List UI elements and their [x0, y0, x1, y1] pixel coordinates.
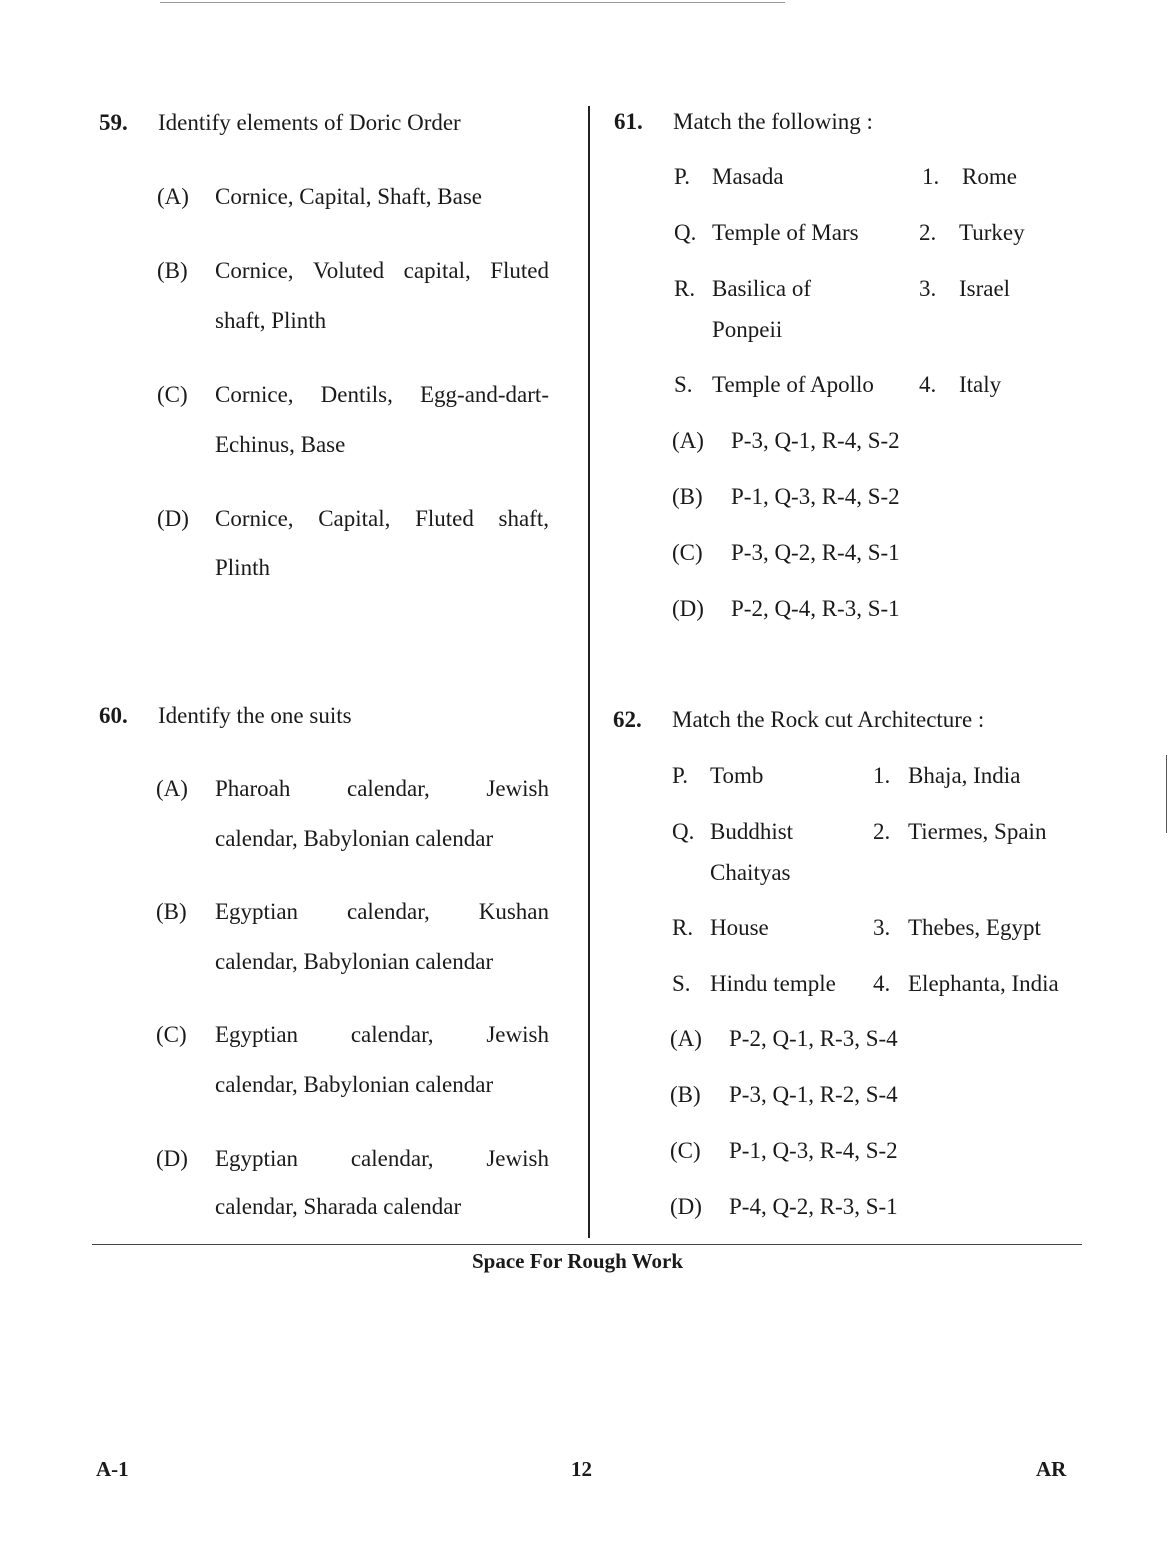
- option-text-line: Pharoah calendar, Jewish: [215, 776, 549, 801]
- option-text: P-1, Q-3, R-4, S-2: [731, 484, 900, 509]
- match-key: P.: [674, 164, 690, 189]
- match-item: Tomb: [710, 763, 764, 788]
- match-key: 3.: [919, 276, 937, 301]
- match-key: 4.: [919, 372, 937, 397]
- option-label: (D): [156, 1146, 188, 1171]
- option-label: (A): [670, 1026, 702, 1051]
- subject-code: AR: [1036, 1457, 1067, 1481]
- footer-code: A-1: [96, 1457, 129, 1481]
- question-number: 61.: [614, 109, 643, 134]
- option-label: (A): [672, 428, 704, 453]
- question-text: Match the Rock cut Architecture :: [672, 707, 985, 732]
- option-text: shaft, Plinth: [215, 308, 327, 333]
- option-text-line: Cornice, Capital, Fluted shaft,: [215, 506, 549, 531]
- top-rule: [160, 2, 785, 3]
- match-item: Temple of Apollo: [712, 372, 874, 397]
- match-item: Israel: [959, 276, 1011, 301]
- option-label: (C): [156, 1022, 187, 1047]
- match-item: Italy: [959, 372, 1002, 397]
- question-text: Identify elements of Doric Order: [158, 110, 461, 135]
- option-label: (B): [156, 899, 187, 924]
- page-number: 12: [571, 1457, 592, 1481]
- option-text: P-3, Q-1, R-4, S-2: [731, 428, 900, 453]
- option-text: P-2, Q-1, R-3, S-4: [729, 1026, 898, 1051]
- option-text: calendar, Babylonian calendar: [215, 1072, 494, 1097]
- option-text: Plinth: [215, 555, 270, 580]
- option-label: (D): [670, 1194, 702, 1219]
- match-item: Elephanta, India: [908, 971, 1059, 996]
- question-number: 60.: [99, 703, 128, 728]
- option-text-line: Cornice, Dentils, Egg-and-dart-: [215, 382, 549, 407]
- option-text: calendar, Babylonian calendar: [215, 826, 494, 851]
- match-key: Q.: [674, 220, 697, 245]
- match-item: Rome: [962, 164, 1017, 189]
- match-item: Masada: [712, 164, 784, 189]
- match-item: Hindu temple: [710, 971, 836, 996]
- option-label: (C): [670, 1138, 701, 1163]
- match-key: R.: [672, 915, 694, 940]
- option-label: (A): [156, 776, 188, 801]
- option-text: P-4, Q-2, R-3, S-1: [729, 1194, 898, 1219]
- option-text: Cornice, Capital, Shaft, Base: [215, 184, 482, 209]
- match-item: Chaityas: [710, 860, 791, 885]
- option-text-line: Egyptian calendar, Kushan: [215, 899, 549, 924]
- match-key: 1.: [873, 763, 891, 788]
- match-item: Thebes, Egypt: [908, 915, 1041, 940]
- option-label: (B): [672, 484, 703, 509]
- match-key: 4.: [873, 971, 891, 996]
- option-text: calendar, Babylonian calendar: [215, 949, 494, 974]
- question-number: 62.: [613, 707, 642, 732]
- question-number: 59.: [99, 110, 128, 135]
- match-item: House: [710, 915, 769, 940]
- match-item: Tiermes, Spain: [908, 819, 1047, 844]
- match-key: Q.: [672, 819, 695, 844]
- column-divider: [588, 106, 590, 1238]
- option-label: (B): [670, 1082, 701, 1107]
- question-text: Identify the one suits: [158, 703, 352, 728]
- rough-work-rule: [92, 1244, 1082, 1245]
- option-label: (C): [157, 382, 188, 407]
- option-text-line: Egyptian calendar, Jewish: [215, 1022, 549, 1047]
- match-item: Buddhist: [710, 819, 794, 844]
- option-label: (D): [157, 506, 189, 531]
- option-text-line: Cornice, Voluted capital, Fluted: [215, 258, 549, 283]
- option-text: P-1, Q-3, R-4, S-2: [729, 1138, 898, 1163]
- match-item: Temple of Mars: [712, 220, 859, 245]
- option-label: (A): [157, 184, 189, 209]
- rough-work-heading: Space For Rough Work: [472, 1249, 684, 1273]
- option-text: P-2, Q-4, R-3, S-1: [731, 596, 900, 621]
- match-key: 3.: [873, 915, 891, 940]
- match-key: S.: [674, 372, 693, 397]
- match-item: Bhaja, India: [908, 763, 1021, 788]
- match-item: Ponpeii: [712, 317, 783, 342]
- match-key: 2.: [919, 220, 937, 245]
- edge-mark: [1166, 755, 1167, 833]
- match-item: Basilica of: [712, 276, 811, 301]
- question-text: Match the following :: [673, 109, 873, 134]
- option-label: (C): [672, 540, 703, 565]
- option-text: calendar, Sharada calendar: [215, 1194, 462, 1219]
- match-key: R.: [674, 276, 696, 301]
- option-text: P-3, Q-1, R-2, S-4: [729, 1082, 898, 1107]
- match-key: P.: [672, 763, 688, 788]
- match-key: S.: [672, 971, 691, 996]
- option-label: (B): [157, 258, 188, 283]
- option-text: P-3, Q-2, R-4, S-1: [731, 540, 900, 565]
- match-key: 1.: [922, 164, 940, 189]
- match-item: Turkey: [959, 220, 1025, 245]
- match-key: 2.: [873, 819, 891, 844]
- option-text: Echinus, Base: [215, 432, 346, 457]
- option-label: (D): [672, 596, 704, 621]
- option-text-line: Egyptian calendar, Jewish: [215, 1146, 549, 1171]
